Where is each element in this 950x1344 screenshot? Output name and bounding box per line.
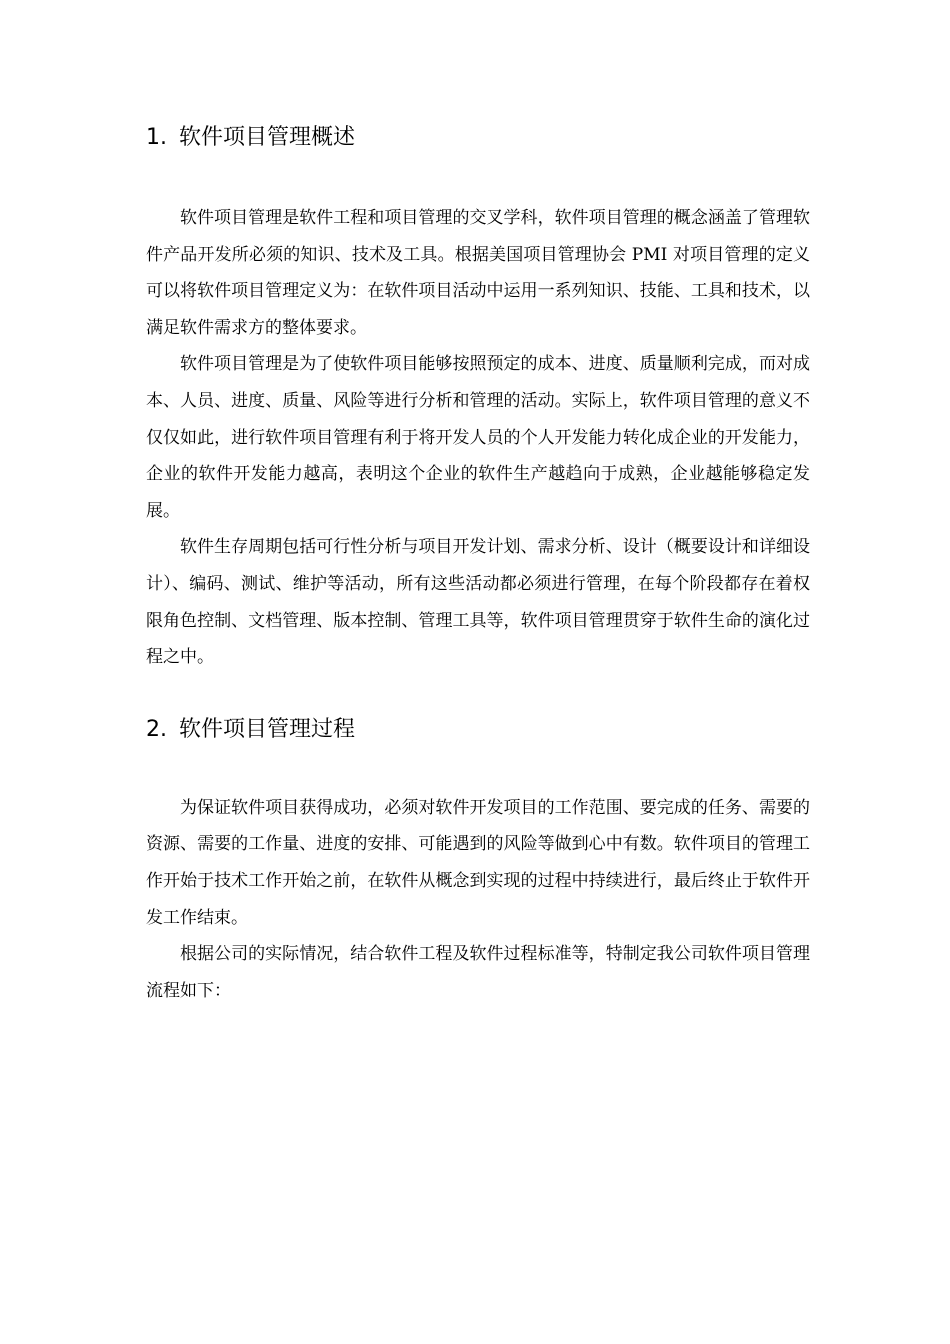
paragraph: 软件生存周期包括可行性分析与项目开发计划、需求分析、设计（概要设计和详细设计）、编码、测试、维护等活动，所有这些活动都必须进行管理，在每个阶段都存在着权限角色控制、文档管理、版本控制、管理工具等，软件项目管理贯穿于软件生命的演化过程之中。 — [146, 537, 810, 668]
section-heading-overview — [146, 118, 810, 158]
paragraph: 软件项目管理是软件工程和项目管理的交叉学科，软件项目管理的概念涵盖了管理软件产品开发所必须的知识、技术及工具。根据美国项目管理协会 PMI 对项目管理的定义可以将软件项目管理定义为：在软件项目活动中运用一系列知识、技能、工具和技术，以满足软件需求方的整体要求。 — [146, 208, 810, 338]
section-number: 1. — [146, 125, 167, 150]
paragraph: 根据公司的实际情况，结合软件工程及软件过程标准等，特制定我公司软件项目管理流程如下： — [146, 944, 810, 1001]
paragraph: 为保证软件项目获得成功，必须对软件开发项目的工作范围、要完成的任务、需要的资源、需要的工作量、进度的安排、可能遇到的风险等做到心中有数。软件项目的管理工作开始于技术工作开始之前，在软件从概念到实现的过程中持续进行，最后终止于软件开发工作结束。 — [146, 797, 810, 928]
section-title: 软件项目管理过程 — [179, 716, 356, 742]
document-body — [146, 118, 810, 1009]
section-title: 软件项目管理概述 — [179, 125, 356, 150]
section-number: 2. — [146, 716, 167, 742]
paragraph: 软件项目管理是为了使软件项目能够按照预定的成本、进度、质量顺利完成，而对成本、人员、进度、质量、风险等进行分析和管理的活动。实际上，软件项目管理的意义不仅仅如此，进行软件项目管理有利于将开发人员的个人开发能力转化成企业的开发能力，企业的软件开发能力越高，表明这个企业的软件生产越趋向于成熟，企业越能够稳定发展。 — [146, 354, 810, 521]
section-heading-process — [146, 710, 810, 750]
